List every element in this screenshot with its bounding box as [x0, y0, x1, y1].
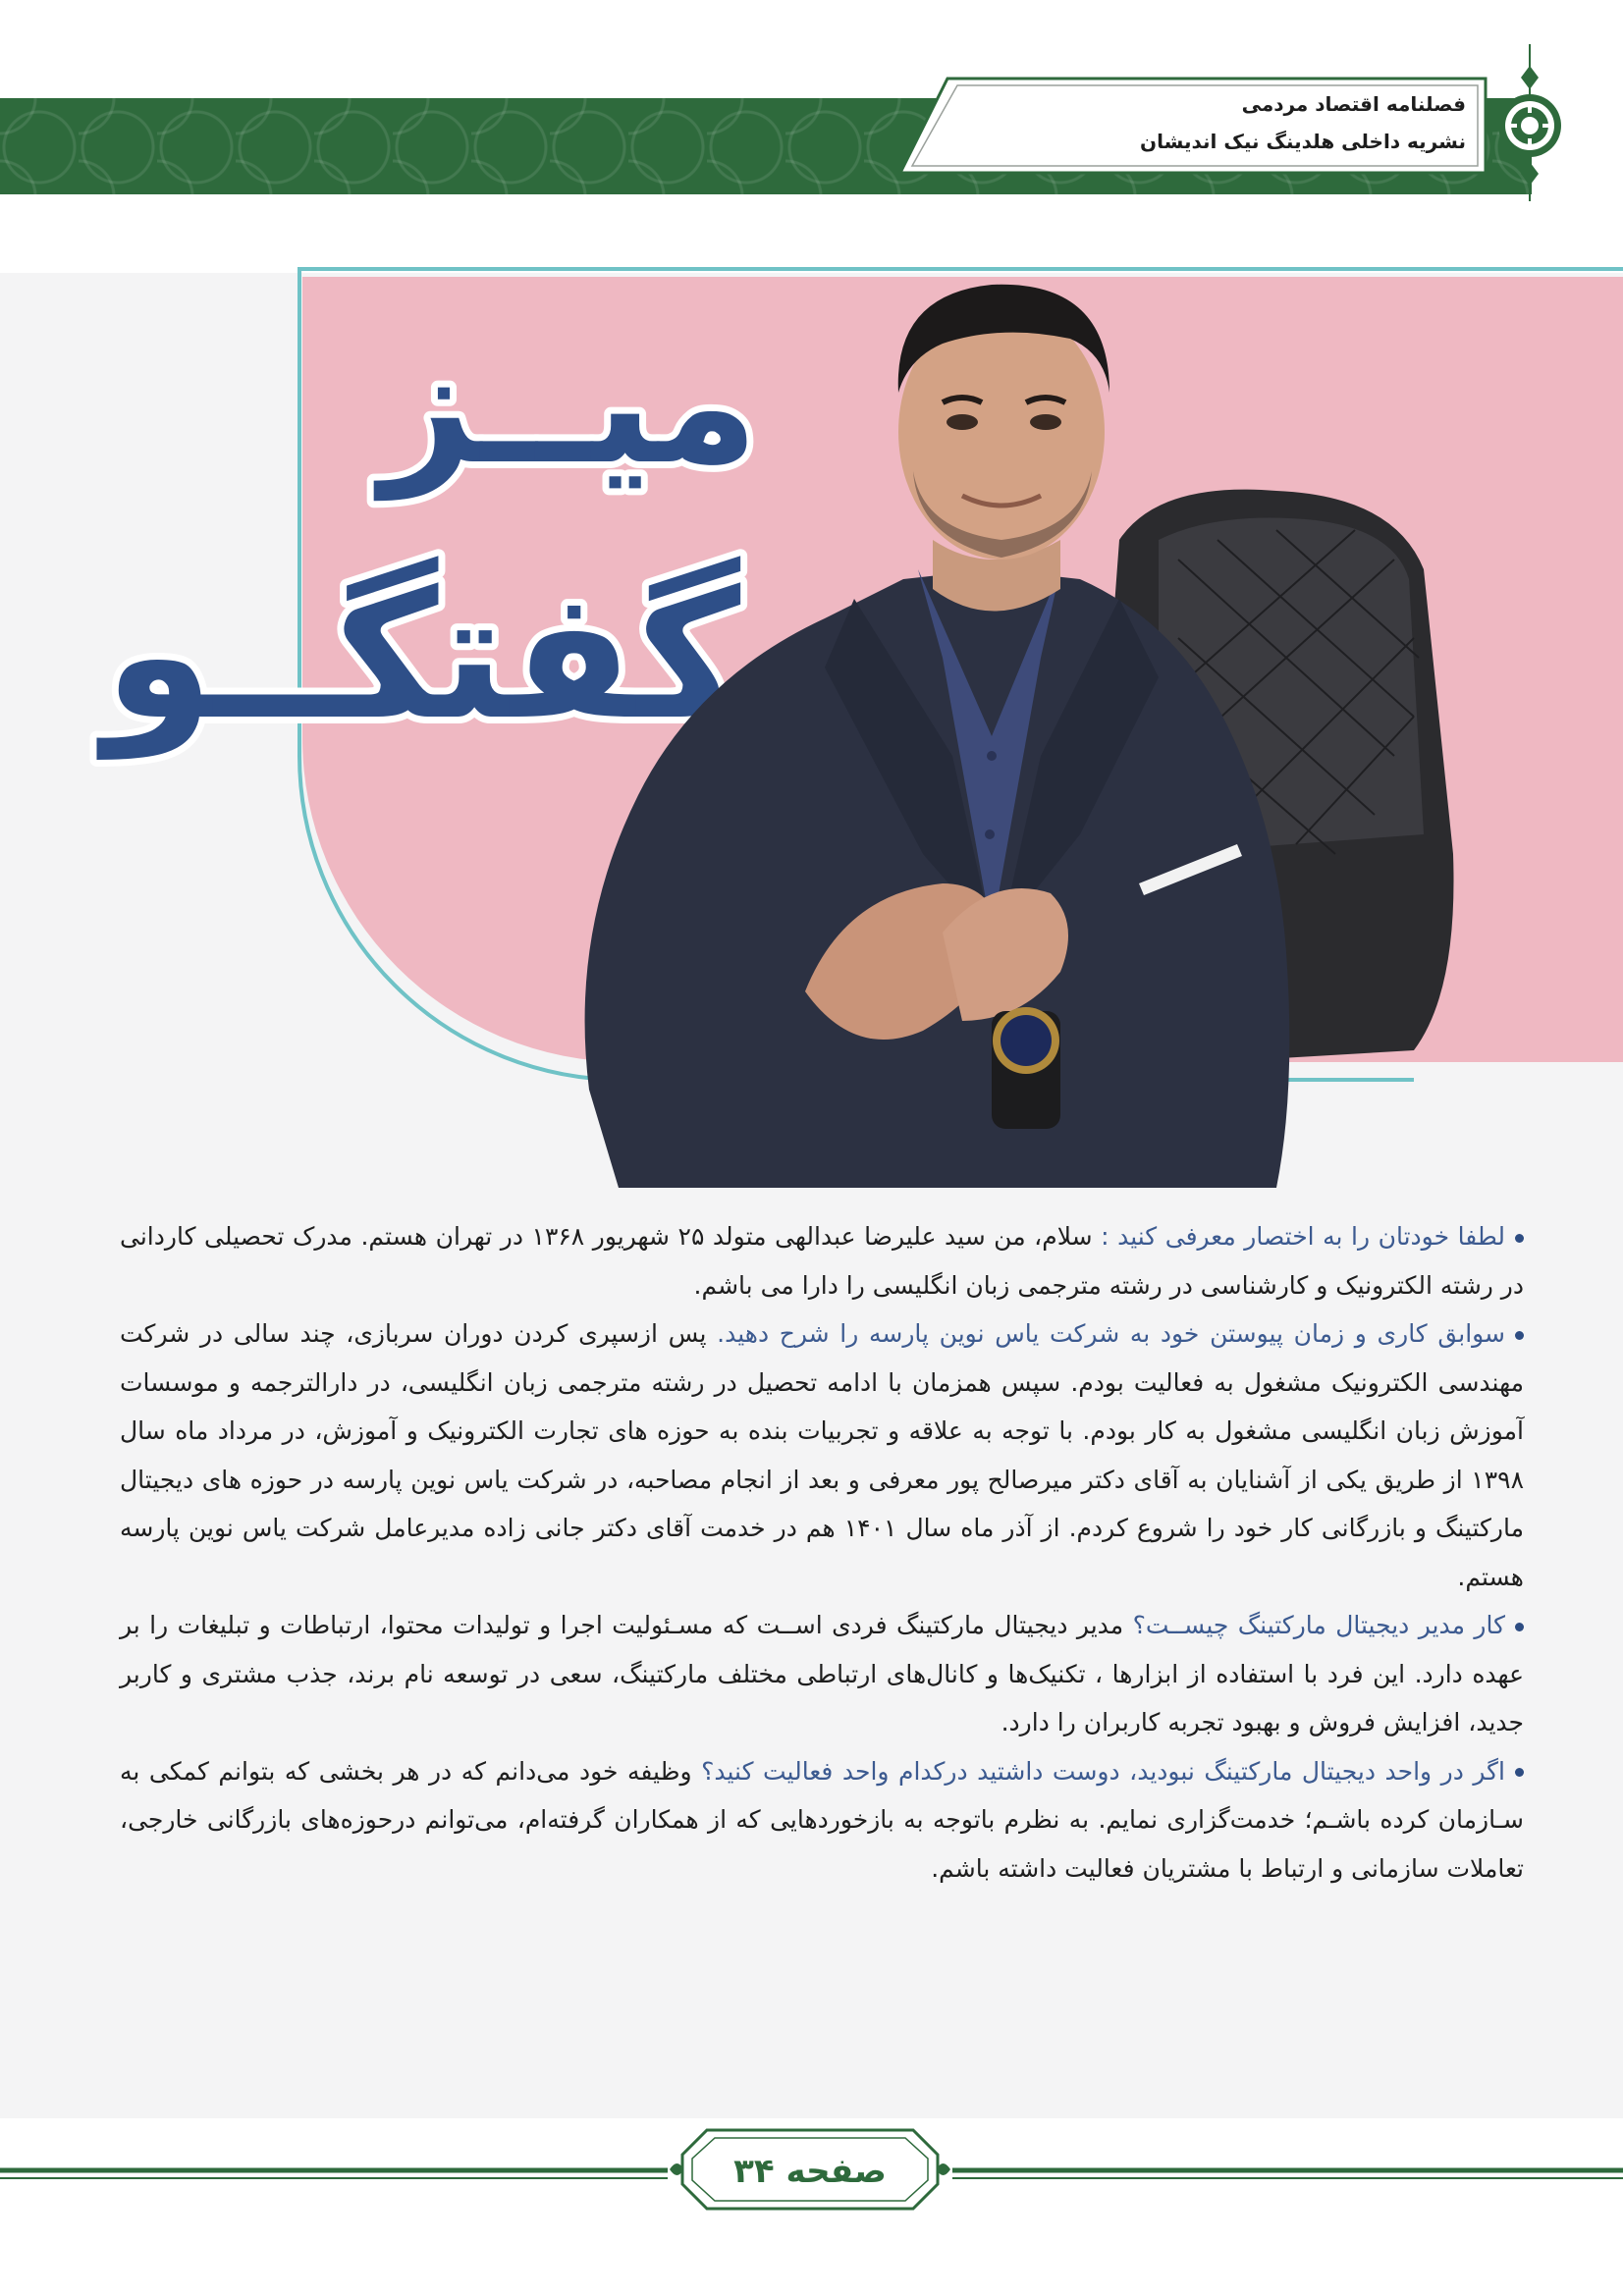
- hero-title-word2: گفتگــو: [103, 554, 741, 759]
- answer-text: پس ازسپری کردن دوران سربازی، چند سالی در شرکت مهندسی الکترونیک مشغول به فعالیت بودم. سپس همزمان با ادامه تحصیل در رشته مترجمی زبان انگلیسی، در دارالترجمه و موسسات آموزش زبان انگلیسی مشغول به کار بودم. با توجه به علاقه و تجربیات بنده به حوزه های تجارت الکترونیک و آموزش، در مرداد ماه سال ۱۳۹۸ از طریق یکی از آشنایان به آقای دکتر میرصالح پور معرفی و بعد از انجام مصاحبه، در شرکت یاس نوین پارسه در حوزه های دیجیتال مارکتینگ و بازرگانی کار خود را شروع کردم. از آذر ماه سال ۱۴۰۱ هم در خدمت آقای دکتر جانی زاده مدیرعامل شرکت یاس نوین پارسه هستم.: [120, 1319, 1524, 1591]
- interviewee-portrait: [530, 245, 1532, 1198]
- question-text: اگر در واحد دیجیتال مارکتینگ نبودید، دوست داشتید درکدام واحد فعالیت کنید؟: [701, 1756, 1505, 1786]
- answer-text: سلام، من سید علیرضا عبدالهی متولد ۲۵ شهریور ۱۳۶۸ در تهران هستم. مدرک تحصیلی کاردانی در رشته الکترونیک و کارشناسی در رشته مترجمی زبان انگلیسی را دارا می باشم.: [120, 1222, 1524, 1300]
- qa-item-2: [120, 1309, 1524, 1601]
- hero-title-word1: میــز: [380, 311, 759, 500]
- question-text: سوابق کاری و زمان پیوستن خود به شرکت یاس نوین پارسه را شرح دهید.: [717, 1319, 1506, 1348]
- publication-subtitle: نشریه داخلی هلدینگ نیک اندیشان: [1140, 130, 1466, 153]
- qa-item-3: [120, 1601, 1524, 1747]
- qa-item-1: [120, 1212, 1524, 1309]
- question-text: کار مدیر دیجیتال مارکتینگ چیســت؟: [1132, 1611, 1506, 1639]
- answer-text: مدیر دیجیتال مارکتینگ فردی اســت که مسـئولیت اجرا و تولیدات محتوا، ارتباطات و تبلیغات را بر عهده دارد. این فرد با استفاده از ابزارها ، تکنیک‌ها و کانال‌های ارتباطی مختلف مارکتینگ، سعی در توسعه نام برند، جذب مشتری و کاربر جدید، افزایش فروش و بهبود تجربه کاربران را دارد.: [120, 1611, 1524, 1736]
- bullet-icon: [1515, 1768, 1524, 1777]
- interview-article: [120, 1212, 1524, 1893]
- bullet-icon: [1515, 1234, 1524, 1243]
- bullet-icon: [1515, 1623, 1524, 1631]
- page-number-label: صفحه ۳۴: [733, 2152, 887, 2191]
- bullet-icon: [1515, 1331, 1524, 1340]
- publication-title: فصلنامه اقتصاد مردمی: [1241, 92, 1466, 116]
- qa-item-4: [120, 1747, 1524, 1894]
- question-text: لطفا خودتان را به اختصار معرفی کنید :: [1101, 1222, 1505, 1251]
- answer-text: وظیفه خود می‌دانم که در هر بخشی که بتوانم کمکی به سـازمان کرده باشـم؛ خدمت‌گزاری نمایم. به نظرم باتوجه به بازخوردهایی که از همکاران گرفته‌ام، می‌توانم درحوزه‌های بازرگانی خارجی، تعاملات سازمانی و ارتباط با مشتریان فعالیت داشته باشم.: [120, 1756, 1524, 1883]
